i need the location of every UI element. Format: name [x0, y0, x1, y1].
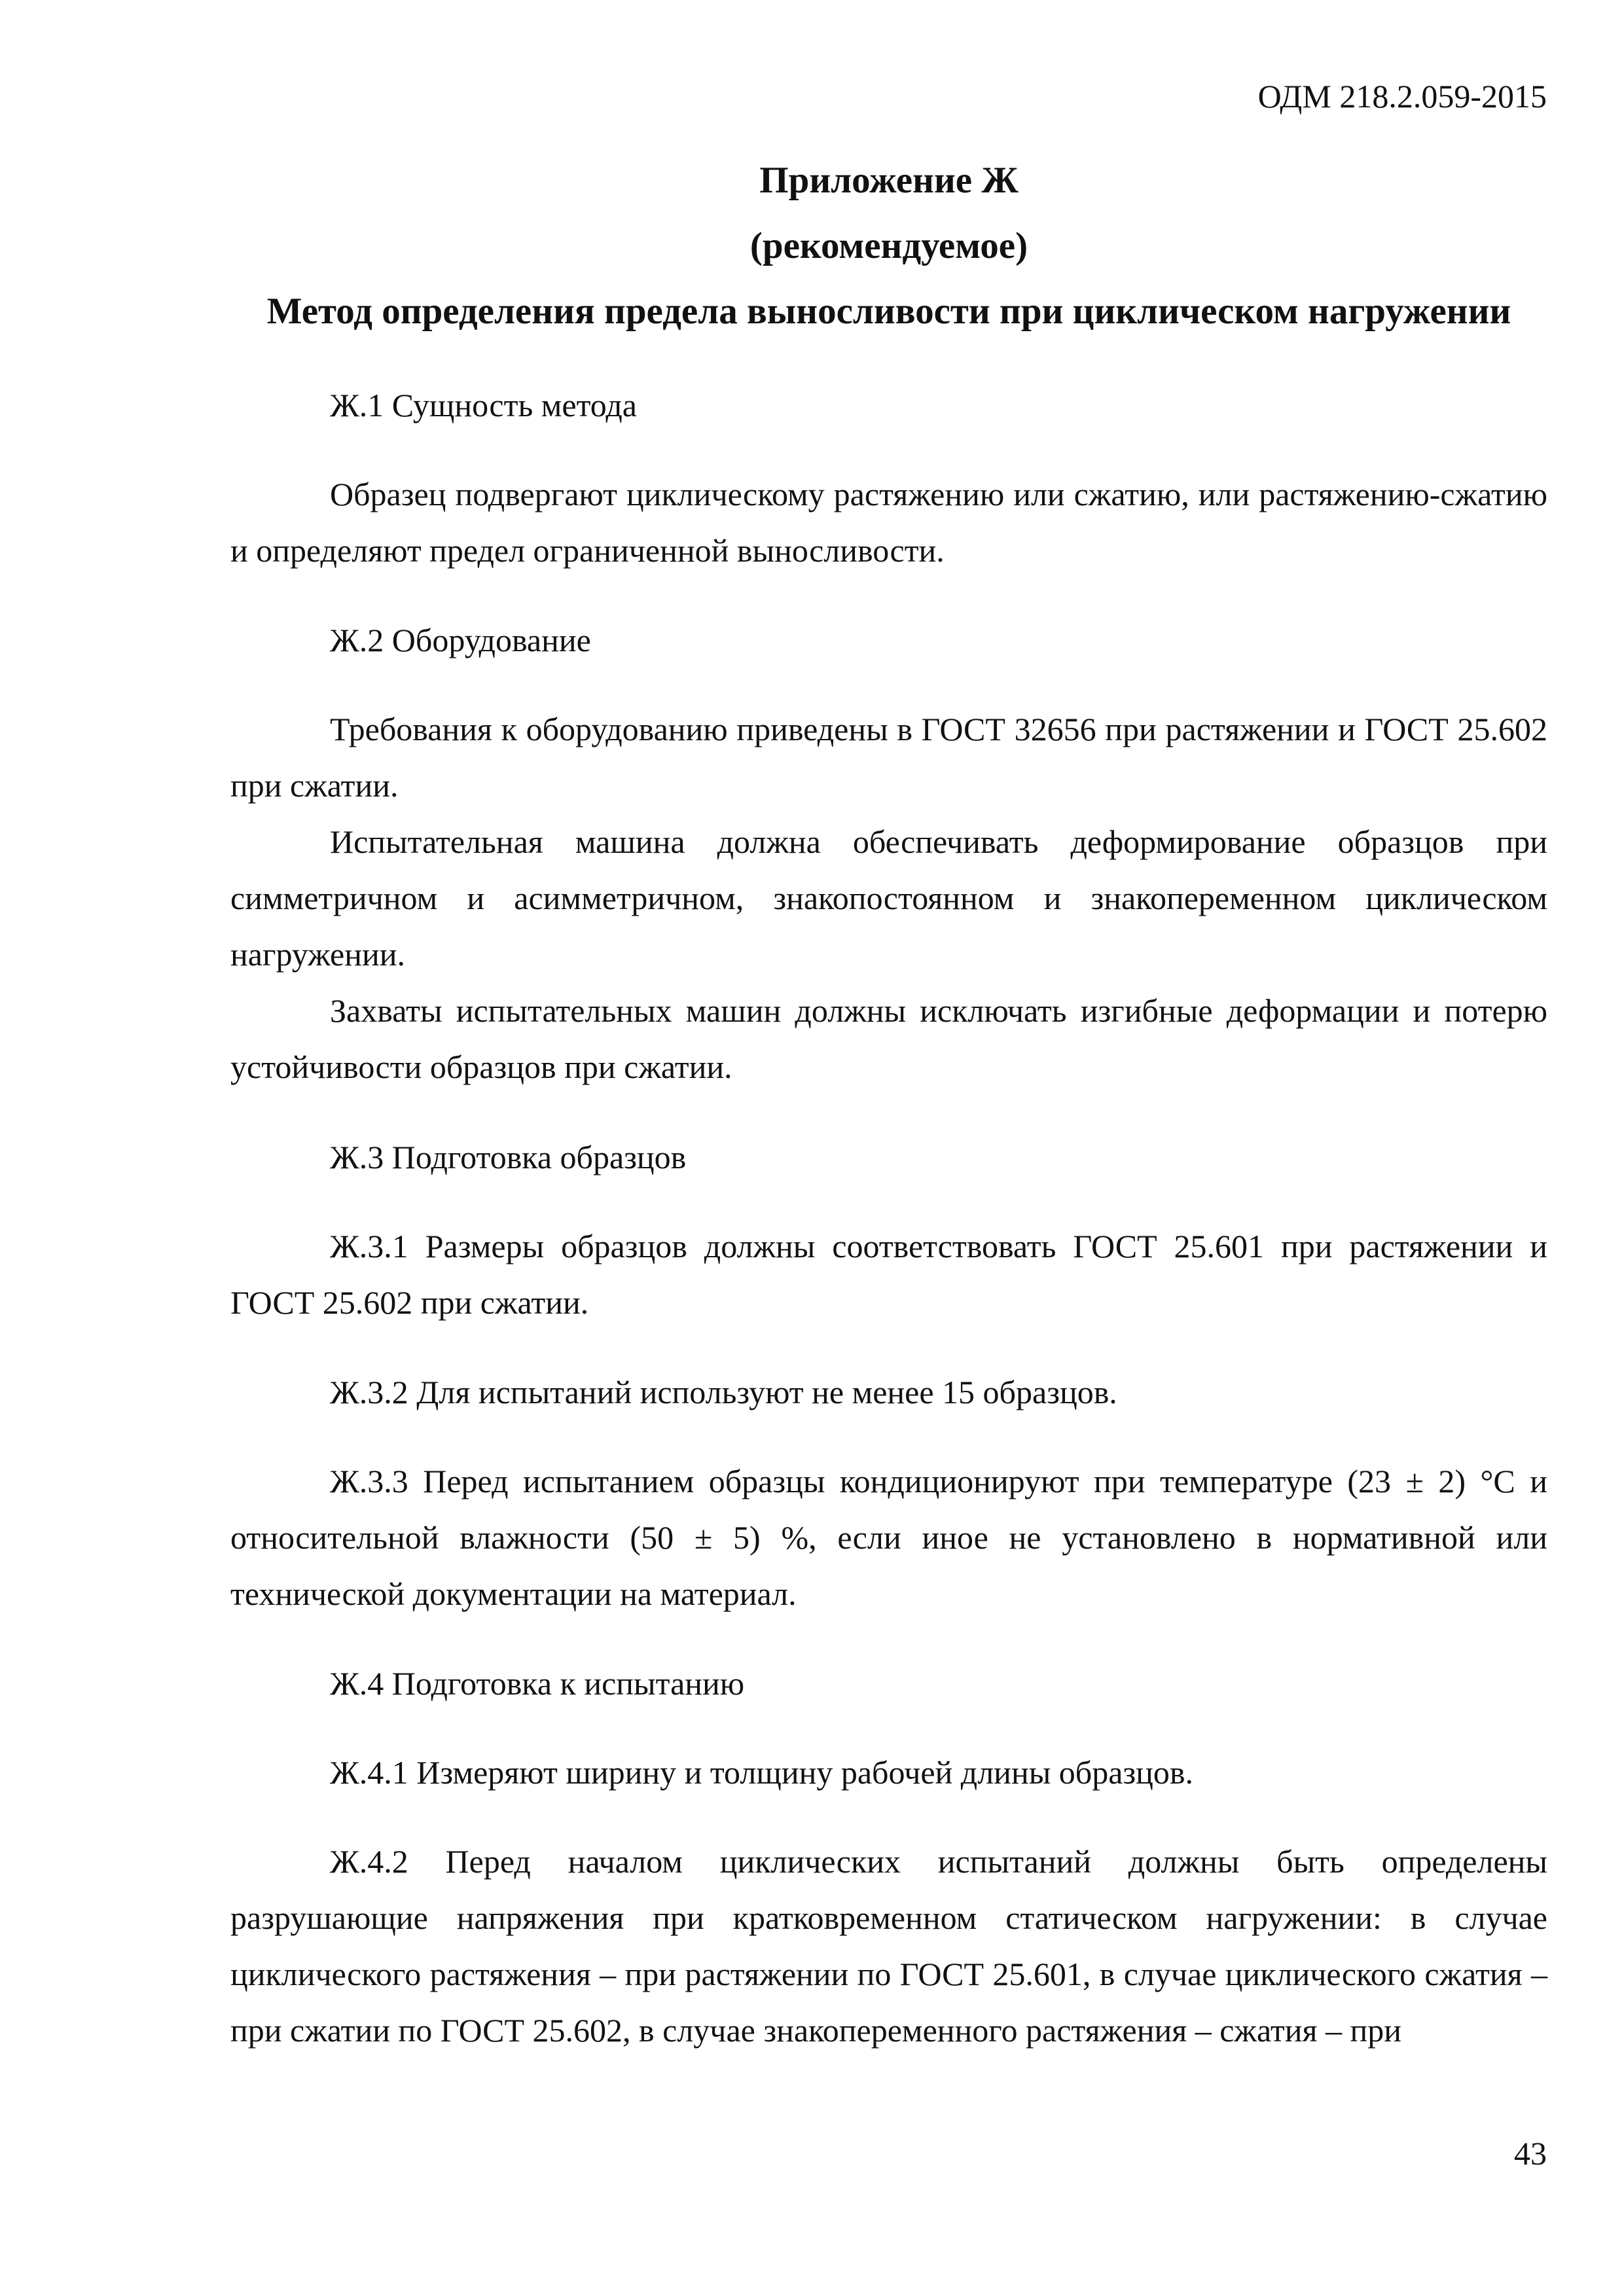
- paragraph: Образец подвергают циклическому растяжению или сжатию, или растяжению-сжатию и определяют предел ограниченной выносливости.: [230, 476, 1547, 569]
- section-1-body: [230, 466, 1547, 579]
- paragraph: Испытательная машина должна обеспечивать деформирование образцов при симметричном и асимметричном, знакопостоянном и знакопеременном циклическом нагружении.: [230, 823, 1547, 973]
- section-2-heading: [230, 612, 1547, 668]
- appendix-title: Приложение Ж: [759, 160, 1019, 201]
- section-3-2: [230, 1364, 1547, 1420]
- section-1-heading: [230, 377, 1547, 433]
- paragraph: Требования к оборудованию приведены в ГОСТ 32656 при растяжении и ГОСТ 25.602 при сжатии.: [230, 711, 1547, 804]
- section-4-heading: [230, 1655, 1547, 1712]
- section-heading: Ж.4 Подготовка к испытанию: [330, 1665, 745, 1702]
- paragraph: Ж.4.2 Перед началом циклических испытаний должны быть определены разрушающие напряжения при кратковременном статическом нагружении: в случае циклического растяжения – при растяжении по ГОСТ 25.601, в случае циклического сжатия – при сжатии по ГОСТ 25.602, в случае знакопеременного растяжения – сжатия – при: [230, 1843, 1547, 2049]
- paragraph: Ж.3.1 Размеры образцов должны соответствовать ГОСТ 25.601 при растяжении и ГОСТ 25.602 при сжатии.: [230, 1228, 1547, 1321]
- paragraph: Ж.3.2 Для испытаний используют не менее 15 образцов.: [330, 1374, 1117, 1410]
- appendix-status: (рекомендуемое): [749, 225, 1028, 266]
- section-heading: Ж.1 Сущность метода: [330, 387, 637, 423]
- section-2-body: [230, 701, 1547, 1095]
- section-3-1: [230, 1218, 1547, 1331]
- section-3-3: [230, 1453, 1547, 1622]
- section-3-heading: [230, 1129, 1547, 1185]
- document-code: ОДМ 218.2.059-2015: [1257, 78, 1547, 115]
- section-heading: Ж.2 Оборудование: [330, 622, 591, 658]
- section-heading: Ж.3 Подготовка образцов: [330, 1139, 687, 1175]
- paragraph: Захваты испытательных машин должны исключать изгибные деформации и потерю устойчивости образцов при сжатии.: [230, 992, 1547, 1085]
- paragraph: Ж.3.3 Перед испытанием образцы кондиционируют при температуре (23 ± 2) °С и относительной влажности (50 ± 5) %, если иное не установлено в нормативной или технической документации на материал.: [230, 1463, 1547, 1612]
- section-4-2: [230, 1833, 1547, 2058]
- page-number: 43: [1514, 2135, 1547, 2172]
- paragraph: Ж.4.1 Измеряют ширину и толщину рабочей длины образцов.: [330, 1754, 1194, 1791]
- appendix-subject: Метод определения предела выносливости при циклическом нагружении: [266, 291, 1511, 332]
- section-4-1: [230, 1744, 1547, 1801]
